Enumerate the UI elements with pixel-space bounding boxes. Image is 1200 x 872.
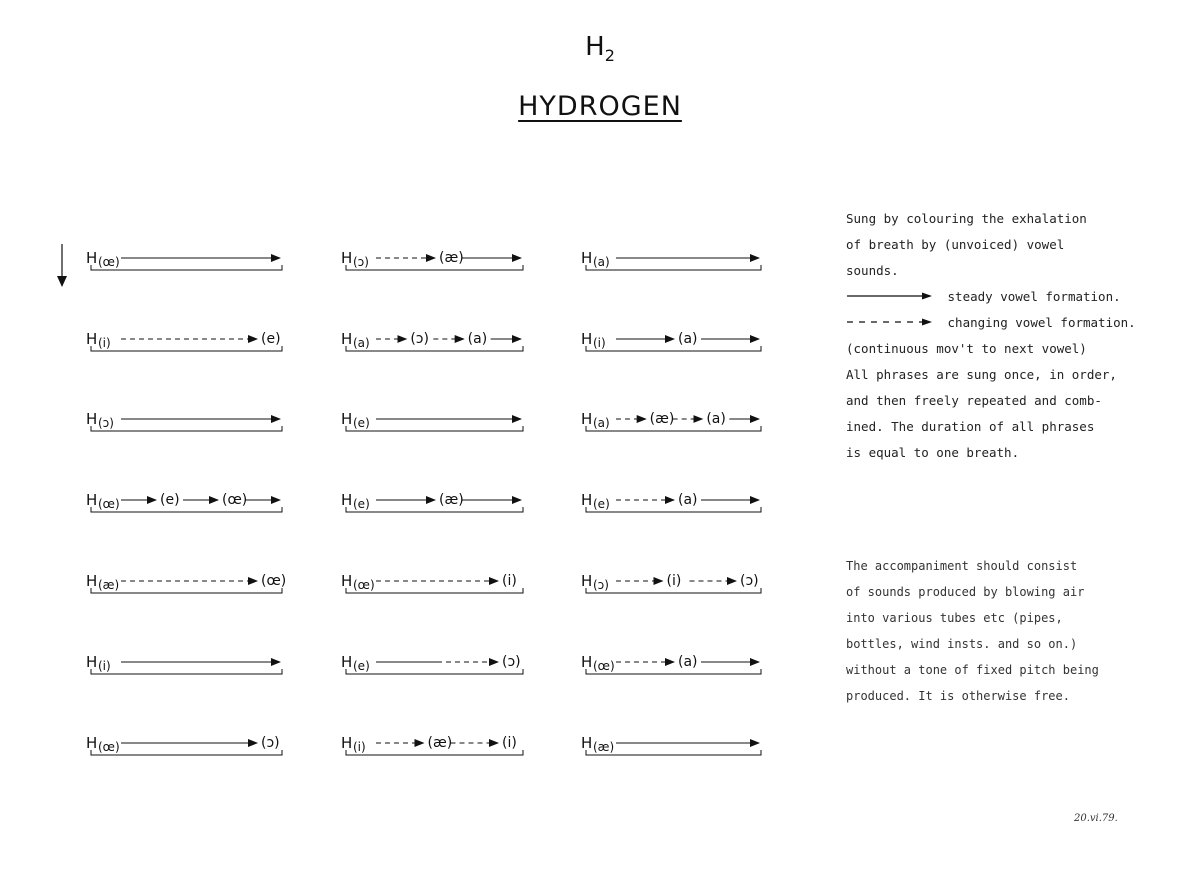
vowel-token: (e) <box>353 659 370 673</box>
note-line: and then freely repeated and comb- <box>846 393 1102 408</box>
vowel-token: (æ) <box>439 492 464 508</box>
note-line: All phrases are sung once, in order, <box>846 367 1117 382</box>
phrase-bracket <box>586 265 761 270</box>
phrase <box>86 249 282 270</box>
phrase <box>341 330 523 351</box>
legend-changing <box>846 310 1176 336</box>
phrase-h-label: H <box>581 491 593 509</box>
phrase <box>341 653 523 674</box>
phrase <box>86 734 282 755</box>
vowel-token: (ɔ) <box>740 573 759 589</box>
phrase-h-label: H <box>86 653 98 671</box>
vowel-token: (e) <box>160 492 180 508</box>
phrase-h-label: H <box>341 249 353 267</box>
vowel-token: (a) <box>593 416 610 430</box>
vowel-token: (œ) <box>593 659 615 673</box>
vowel-token: (i) <box>98 659 111 673</box>
phrase <box>86 572 286 593</box>
vowel-token: (e) <box>353 416 370 430</box>
vowel-token: (ɔ) <box>261 735 280 751</box>
vowel-token: (i) <box>502 735 517 751</box>
phrase <box>581 572 761 593</box>
phrase-h-label: H <box>86 734 98 752</box>
vowel-token: (ɔ) <box>353 255 369 269</box>
phrase-bracket <box>346 426 523 431</box>
vowel-token: (i) <box>666 573 682 589</box>
dashed-arrow-icon <box>846 317 932 327</box>
vowel-token: (a) <box>467 331 488 347</box>
phrase <box>86 330 282 351</box>
vowel-token: (œ) <box>222 492 248 508</box>
vowel-token: (ɔ) <box>98 416 114 430</box>
note-line: of sounds produced by blowing air <box>846 585 1085 599</box>
phrase-h-label: H <box>341 410 353 428</box>
note-line: without a tone of fixed pitch being <box>846 663 1099 677</box>
vowel-token: (œ) <box>353 578 375 592</box>
vowel-token: (ɔ) <box>593 578 609 592</box>
vowel-token: (e) <box>593 497 610 511</box>
vowel-token: (œ) <box>98 497 120 511</box>
note-line: of breath by (unvoiced) vowel <box>846 237 1065 252</box>
phrase <box>341 734 523 755</box>
phrase <box>581 410 761 431</box>
phrase-h-label: H <box>581 249 593 267</box>
vowel-token: (æ) <box>593 740 615 754</box>
phrase <box>581 249 761 270</box>
phrase-h-label: H <box>581 734 593 752</box>
phrase <box>86 491 282 512</box>
phrase-h-label: H <box>341 572 353 590</box>
phrase <box>581 330 761 351</box>
vowel-token: (i) <box>593 336 606 350</box>
vowel-token: (i) <box>353 740 366 754</box>
phrase-bracket <box>91 265 282 270</box>
phrase-h-label: H <box>581 653 593 671</box>
phrase-bracket <box>91 507 282 512</box>
phrase-h-label: H <box>341 330 353 348</box>
performance-notes <box>846 206 1176 466</box>
note-line: Sung by colouring the exhalation <box>846 211 1087 226</box>
phrase <box>341 410 523 431</box>
accompaniment-notes <box>846 553 1176 709</box>
reading-direction-arrow <box>57 244 67 287</box>
phrase <box>581 491 761 512</box>
vowel-token: (æ) <box>427 735 453 751</box>
phrase-h-label: H <box>581 330 593 348</box>
phrase-bracket <box>346 669 523 674</box>
phrase-h-label: H <box>581 572 593 590</box>
vowel-token: (i) <box>98 336 111 350</box>
vowel-token: (a) <box>706 411 726 427</box>
phrase <box>581 734 761 755</box>
formula-base: H <box>585 32 605 62</box>
vowel-token: (e) <box>261 331 281 347</box>
legend-changing-label: changing vowel formation. <box>947 315 1136 330</box>
phrase-bracket <box>91 426 282 431</box>
phrase-bracket <box>346 265 523 270</box>
phrase-bracket <box>91 669 282 674</box>
phrase-h-label: H <box>86 491 98 509</box>
phrase <box>86 410 282 431</box>
vowel-token: (æ) <box>98 578 120 592</box>
phrase-h-label: H <box>341 734 353 752</box>
phrase-h-label: H <box>86 572 98 590</box>
vowel-token: (a) <box>353 336 370 350</box>
phrase-h-label: H <box>581 410 593 428</box>
phrase-h-label: H <box>86 330 98 348</box>
phrase <box>341 572 523 593</box>
phrase-h-label: H <box>86 410 98 428</box>
vowel-token: (œ) <box>261 573 287 589</box>
phrase-bracket <box>91 588 282 593</box>
note-line: (continuous mov't to next vowel) <box>846 341 1087 356</box>
vowel-token: (a) <box>678 654 698 670</box>
phrase-bracket <box>91 750 282 755</box>
note-line: The accompaniment should consist <box>846 559 1078 573</box>
phrase-bracket <box>586 507 761 512</box>
note-line: ined. The duration of all phrases <box>846 419 1095 434</box>
date-mark: 20.vi.79. <box>1074 813 1118 824</box>
phrase-h-label: H <box>341 653 353 671</box>
solid-arrow-icon <box>846 291 932 301</box>
phrase <box>341 491 523 512</box>
formula-subscript: 2 <box>604 46 615 66</box>
vowel-token: (ɔ) <box>410 331 429 347</box>
element-title: HYDROGEN <box>518 91 682 123</box>
vowel-token: (a) <box>593 255 610 269</box>
vowel-token: (œ) <box>98 255 120 269</box>
note-line: sounds. <box>846 263 899 278</box>
note-line: produced. It is otherwise free. <box>846 689 1070 703</box>
phrase-bracket <box>586 346 761 351</box>
phrase <box>341 249 523 270</box>
note-line: is equal to one breath. <box>846 445 1020 460</box>
phrase-bracket <box>346 346 523 351</box>
vowel-token: (æ) <box>649 411 675 427</box>
vowel-token: (e) <box>353 497 370 511</box>
vowel-token: (œ) <box>98 740 120 754</box>
vowel-token: (a) <box>678 492 698 508</box>
vowel-token: (a) <box>678 331 698 347</box>
legend-steady-label: steady vowel formation. <box>947 289 1121 304</box>
vowel-token: (æ) <box>439 250 464 266</box>
phrase-h-label: H <box>86 249 98 267</box>
phrase-bracket <box>346 507 523 512</box>
note-line: into various tubes etc (pipes, <box>846 611 1063 625</box>
vowel-token: (i) <box>502 573 517 589</box>
phrase <box>581 653 761 674</box>
legend-steady <box>846 284 1176 310</box>
vowel-token: (ɔ) <box>502 654 521 670</box>
phrase <box>86 653 282 674</box>
phrase-bracket <box>91 346 282 351</box>
note-line: bottles, wind insts. and so on.) <box>846 637 1078 651</box>
phrase-h-label: H <box>341 491 353 509</box>
